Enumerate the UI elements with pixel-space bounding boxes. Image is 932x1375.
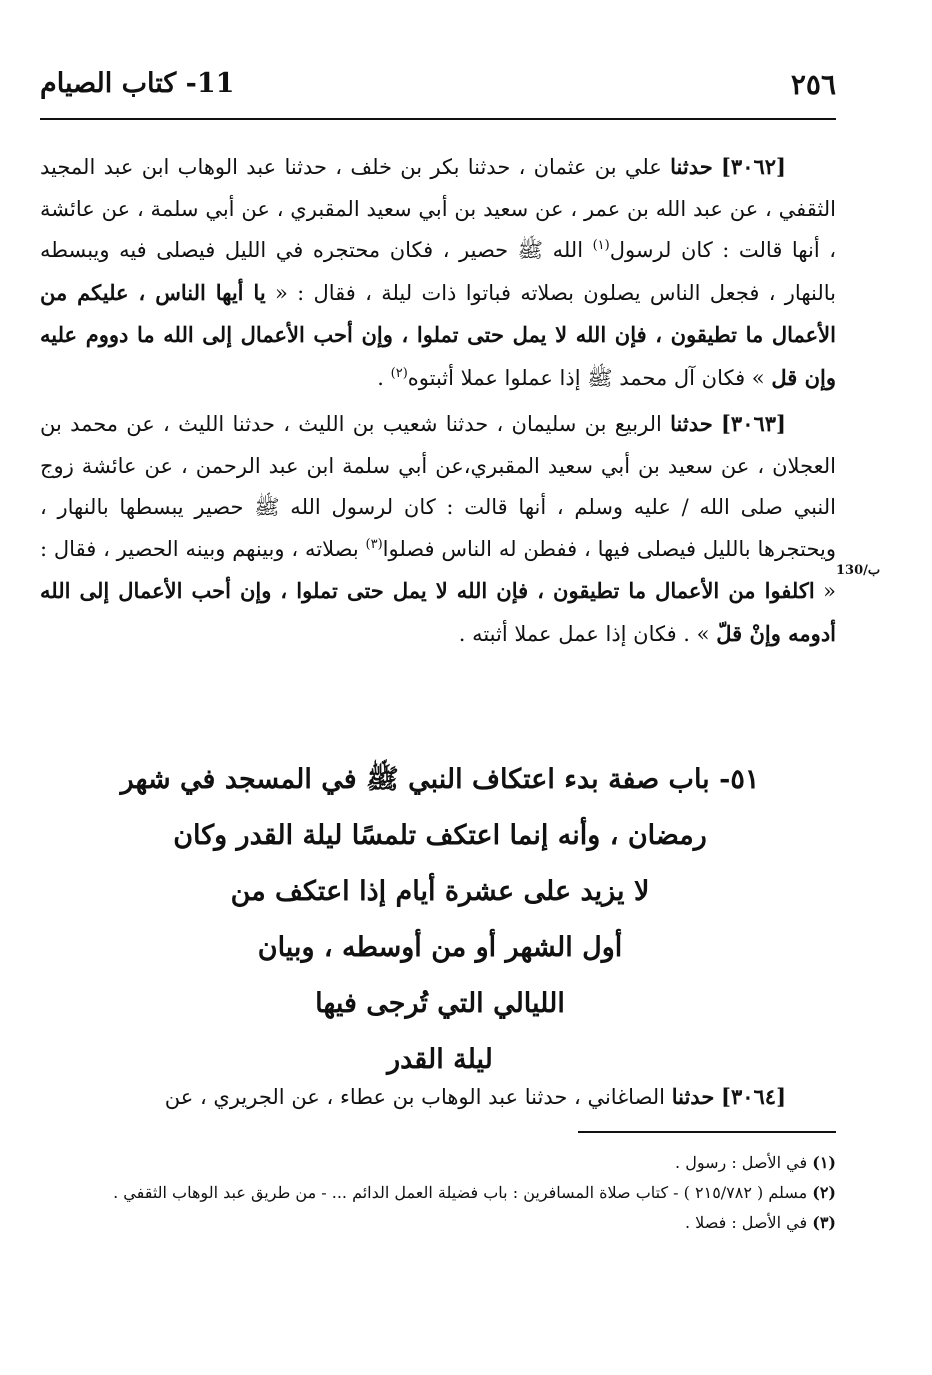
hadith-number: [٣٠٦٤] — [721, 1084, 786, 1109]
hadith-paragraph-3063 — [40, 403, 836, 655]
running-title: 11- كتاب الصيام — [40, 68, 235, 99]
prophetic-saying: اكلفوا من الأعمال ما تطيقون ، فإن الله لا يمل حتى تملوا ، وإن أحب الأعمال إلى الله أدومه وإنْ قلّ — [40, 578, 836, 646]
narration-word: حدثنا — [670, 154, 713, 179]
hadith-text: . — [377, 365, 391, 390]
prophetic-saying: يا أيها الناس ، عليكم من الأعمال ما تطيقون ، فإن الله لا يمل حتى تملوا ، وإن أحب الأعمال إلى الله ما دووم عليه وإن قل — [40, 279, 836, 390]
hadith-text: علي بن عثمان ، حدثنا بكر بن خلف ، حدثنا عبد الوهاب ابن عبد المجيد الثقفي ، عن عبد الله بن عمر ، عن سعيد بن أبي سعيد المقبري ، عن أبي سلمة ، عن عائشة ، أنها قالت : كان لرسول — [40, 155, 836, 262]
main-text — [40, 146, 836, 655]
hadith-text: » فكان آل محمد ﷺ إذا عملوا عملا أثبتوه — [407, 365, 765, 390]
hadith-text: الصاغاني ، حدثنا عبد الوهاب بن عطاء ، عن الجريري ، عن — [164, 1085, 666, 1109]
footnote-ref: (١) — [592, 238, 610, 253]
chapter-heading-line: ٥١- باب صفة بدء اعتكاف النبي ﷺ في المسجد في شهر — [120, 764, 760, 795]
footnote-item — [40, 1148, 836, 1178]
chapter-heading — [110, 752, 770, 1088]
hadith-number: [٣٠٦٣] — [720, 411, 786, 436]
footnote-ref: (٢) — [390, 365, 408, 381]
hadith-number: [٣٠٦٢] — [720, 154, 786, 179]
footnote-item — [40, 1178, 836, 1208]
hadith-text: » . فكان إذا عمل عملا أثبته . — [458, 621, 710, 646]
footnote-number: (١) — [812, 1153, 836, 1172]
footnote-text: في الأصل : رسول . — [675, 1153, 808, 1172]
footnote-divider — [578, 1131, 836, 1133]
page-header — [40, 62, 836, 112]
chapter-heading-line: ليلة القدر — [387, 1044, 493, 1075]
chapter-heading-line: أول الشهر أو من أوسطه ، وبيان — [257, 932, 623, 963]
chapter-heading-line: لا يزيد على عشرة أيام إذا اعتكف من — [230, 876, 650, 907]
footnote-text: في الأصل : فصلا . — [685, 1213, 808, 1232]
footnotes — [40, 1148, 836, 1238]
footnote-ref: (٣) — [365, 536, 383, 552]
footnote-text: مسلم ( ٢١٥/٧٨٢ ) - كتاب صلاة المسافرين : باب فضيلة العمل الدائم ... - من طريق عبد الوهاب الثقفي . — [113, 1183, 808, 1202]
footnote-item — [40, 1208, 836, 1238]
footnote-number: (٢) — [812, 1183, 836, 1202]
narration-word: حدثنا — [671, 1084, 715, 1109]
narration-word: حدثنا — [670, 411, 713, 436]
chapter-heading-line: رمضان ، وأنه إنما اعتكف تلمسًا ليلة القدر وكان — [173, 820, 707, 851]
hadith-text: الله ﷺ حصير ، فكان محتجره في الليل فيصلى فيه ويبسطه بالنهار ، فجعل الناس يصلون بصلاته فباتوا ذات ليلة ، فقال : « — [40, 238, 836, 305]
footnote-number: (٣) — [812, 1213, 836, 1232]
hadith-text: الربيع بن سليمان ، حدثنا شعيب بن الليث ، حدثنا الليث ، عن محمد بن العجلان ، عن سعيد بن أبي سعيد المقبري،عن أبي سلمة ابن عبد الرحمن ، عن عائشة زوج النبي صلى الله / عليه وسلم ، أنها قالت : كان لرسول الله ﷺ حصير يبسطها بالنهار ، ويحتجرها بالليل فيصلى فيها ، ففطن له الناس فصلوا — [40, 412, 836, 561]
page-number: ٢٥٦ — [790, 68, 836, 101]
hadith-paragraph-3062 — [40, 146, 836, 399]
manuscript-folio-note: 130/ب — [836, 563, 881, 578]
header-divider — [40, 118, 836, 120]
hadith-paragraph-3064 — [40, 1076, 836, 1118]
hadith-text: بصلاته ، وبينهم وبينه الحصير ، فقال : « — [40, 536, 836, 603]
chapter-heading-line: الليالي التي تُرجى فيها — [315, 988, 565, 1019]
